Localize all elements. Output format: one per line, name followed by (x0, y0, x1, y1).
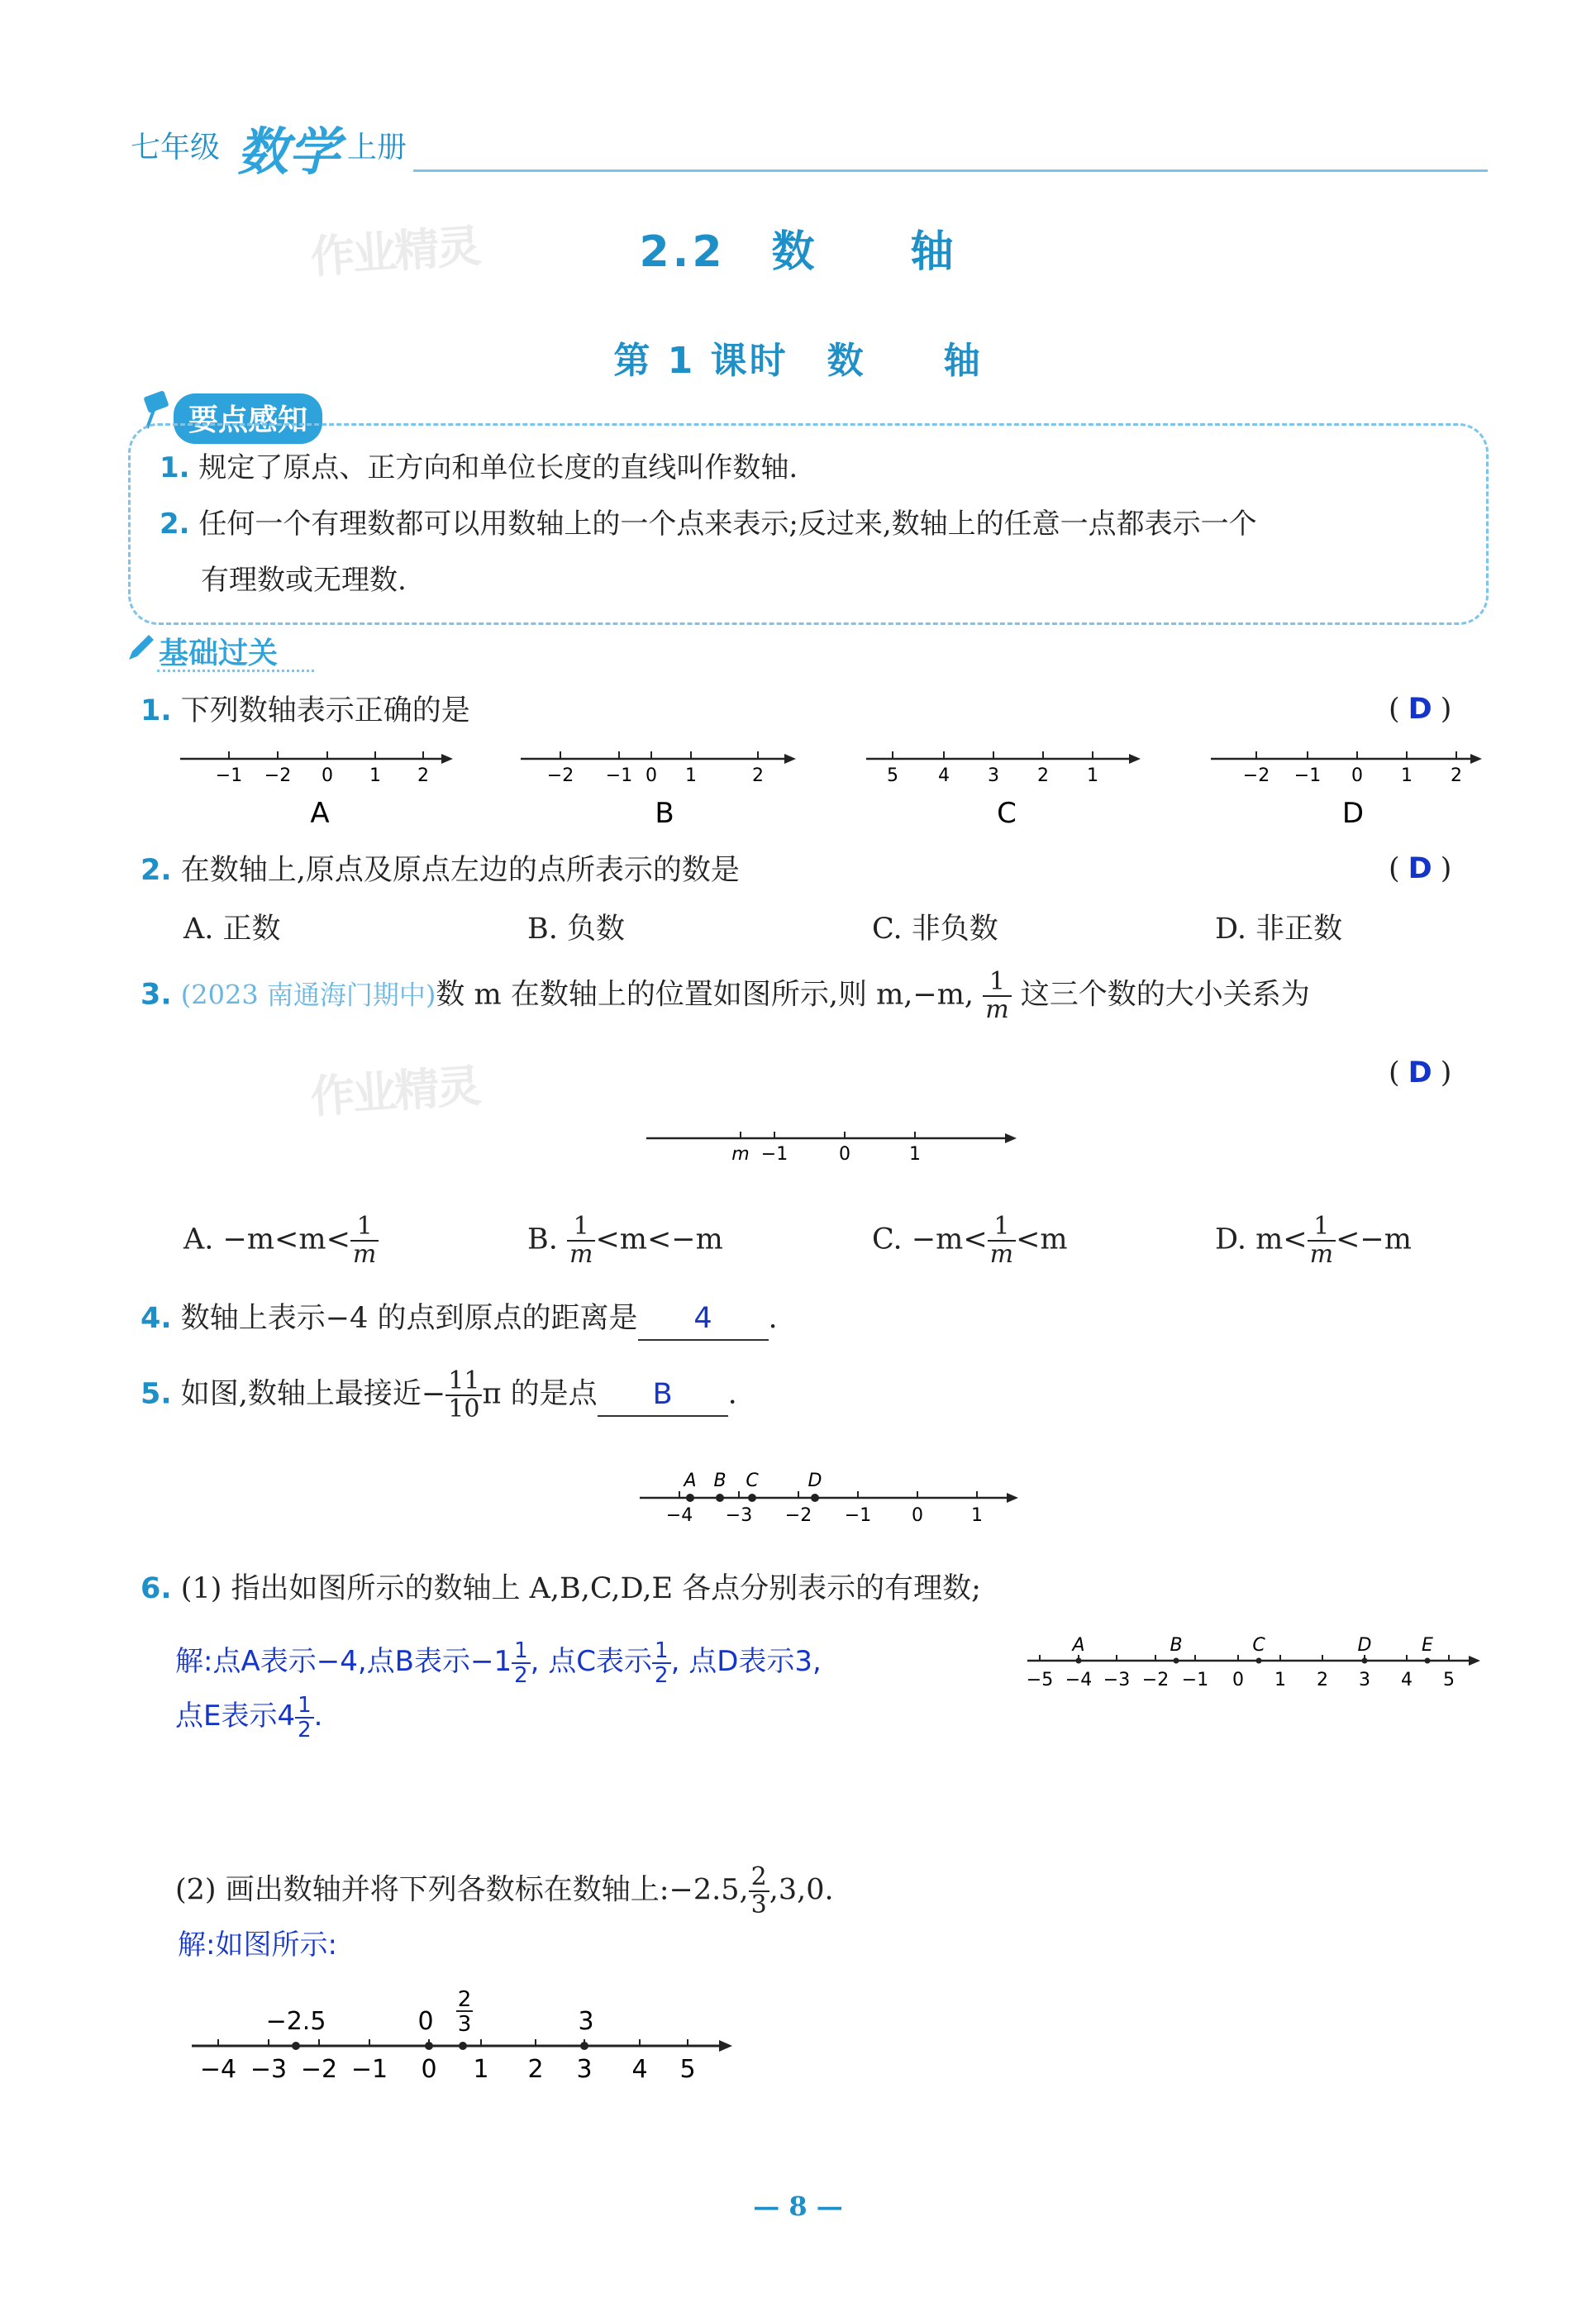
tick-label: −2 (300, 2055, 338, 2084)
header-grade: 七年级 (131, 131, 221, 164)
header-rule (413, 169, 1488, 172)
basic-underline (157, 670, 314, 672)
point-a (686, 1494, 694, 1502)
axis-option-d (1211, 751, 1482, 830)
question-source: (2023 南通海门期中) (180, 979, 436, 1011)
section-title: 2.2 数 轴 (639, 227, 957, 277)
axis-option-b (521, 751, 796, 830)
key-point-num: 2. (160, 508, 190, 541)
tick-label: 1 (1274, 1670, 1286, 1690)
question-num: 5. (141, 1377, 172, 1411)
point-d (811, 1494, 819, 1502)
point-label: E (1422, 1635, 1433, 1656)
key-point-text: 规定了原点、正方向和单位长度的直线叫作数轴. (198, 451, 798, 484)
tick-label: −1 (1181, 1670, 1209, 1690)
fraction: $\frac{1}{m}$ (983, 969, 1011, 1023)
page-number: — 8 — (753, 2191, 843, 2222)
q6-solution-1: 解:点A表示−4,点B表示−1 $\frac{1}{2}$ , 点C表示 $\frac{1}{2}$ , 点D表示3, (175, 1638, 822, 1688)
tick-label: 2 (1317, 1670, 1328, 1690)
answer: D (1408, 852, 1432, 885)
tick-label: 2 (1451, 765, 1462, 786)
basic-section-title: 基础过关 (159, 636, 279, 670)
tick-label: 0 (421, 2055, 437, 2084)
axis-option-c (866, 751, 1141, 830)
tick-label: 0 (322, 765, 333, 786)
option-label: D (1341, 797, 1365, 830)
tick-label: 1 (1087, 765, 1098, 786)
point-label: B (713, 1471, 727, 1491)
tick-label: 5 (679, 2055, 696, 2084)
question-6 (141, 1568, 981, 1609)
tick-label: 3 (1359, 1670, 1370, 1690)
key-point-text: 任何一个有理数都可以用数轴上的一个点来表示;反过来,数轴上的任意一点都表示一个 (198, 508, 1257, 541)
option-a: A. 正数 (183, 913, 281, 946)
tick-label: −1 (844, 1505, 872, 1526)
question-num: 4. (141, 1302, 172, 1335)
tick-label: −2 (1141, 1670, 1170, 1690)
q5-axis (636, 1463, 1025, 1529)
question-num: 2. (141, 854, 172, 887)
point-label: 2 (457, 1987, 472, 2012)
point-label: D (1357, 1635, 1372, 1656)
question-text: (1) 指出如图所示的数轴上 A,B,C,D,E 各点分别表示的有理数; (180, 1572, 981, 1605)
tick-label: 1 (1401, 765, 1413, 786)
point-label: B (1170, 1635, 1183, 1656)
key-point-2-cont: 有理数或无理数. (201, 564, 407, 597)
tick-label: 2 (527, 2055, 544, 2084)
key-point-1 (160, 440, 798, 496)
tick-label: 0 (1232, 1670, 1244, 1690)
tick-label: −4 (199, 2055, 237, 2084)
tick-label: −3 (725, 1505, 753, 1526)
answer-paren: ( D ) (1389, 852, 1452, 885)
question-6-part-2: (2) 画出数轴并将下列各数标在数轴上:−2.5, $\frac{2}{3}$ ,3,0. (175, 1862, 834, 1919)
question-3 (141, 969, 1310, 1023)
option-label: C (997, 797, 1017, 830)
question-text: π 的是点 (482, 1377, 598, 1411)
question-1 (141, 690, 470, 732)
tick-label: 1 (971, 1505, 983, 1526)
tick-label: −1 (350, 2055, 388, 2084)
q6-solution-1-cont: 点E表示4 $\frac{1}{2}$ . (175, 1692, 323, 1743)
q3-option-a: A. −m<m< $\frac{1}{m}$ (183, 1213, 379, 1268)
question-4: 4. 数轴上表示−4 的点到原点的距离是 4 . (141, 1298, 778, 1341)
option-label: B (655, 797, 674, 830)
tick-label: 0 (646, 765, 657, 786)
question-num: 3. (141, 978, 172, 1012)
point-c (748, 1494, 756, 1502)
answer-paren: ( D ) (1389, 1056, 1452, 1089)
point-label: A (1072, 1635, 1085, 1656)
option-d: D. 非正数 (1215, 913, 1343, 946)
tick-label: −2 (546, 765, 574, 786)
key-points-badge: 要点感知 (174, 393, 322, 444)
tick-label: −1 (605, 765, 633, 786)
question-text: 下列数轴表示正确的是 (180, 694, 470, 727)
answer-paren: ( D ) (1389, 693, 1452, 726)
tick-label: −3 (1103, 1670, 1131, 1690)
key-point-2 (160, 496, 1257, 552)
point-label: D (808, 1471, 822, 1491)
tick-label: −5 (1026, 1670, 1054, 1690)
tick-label: −3 (250, 2055, 288, 2084)
q3-axis (645, 1120, 1025, 1170)
option-c: C. 非负数 (872, 913, 998, 946)
answer: D (1408, 1056, 1432, 1089)
q6-axis-1 (1021, 1633, 1484, 1699)
tick-label: −4 (1065, 1670, 1093, 1690)
tick-label: −1 (215, 765, 243, 786)
question-num: 1. (141, 694, 172, 727)
question-2 (141, 850, 740, 891)
q3-option-d: D. m< $\frac{1}{m}$ <−m (1215, 1212, 1412, 1269)
tick-label: −1 (760, 1144, 788, 1165)
tick-label: 2 (752, 765, 764, 786)
tick-label: m (731, 1144, 750, 1165)
watermark: 作业精灵 (308, 219, 481, 284)
fraction: $\frac{11}{10}$ (445, 1368, 482, 1423)
answer: D (1408, 693, 1432, 726)
tick-label: 1 (473, 2055, 489, 2084)
axis-option-a (180, 751, 453, 830)
point-label: C (746, 1471, 759, 1491)
tick-label: 2 (417, 765, 429, 786)
key-point-num: 1. (160, 451, 190, 484)
question-num: 6. (141, 1572, 172, 1605)
tick-label: −4 (665, 1505, 693, 1526)
point-label: 3 (457, 2012, 472, 2037)
answer-blank: 4 (638, 1298, 769, 1341)
question-text: 如图,数轴上最接近− (180, 1377, 446, 1411)
tick-label: −2 (264, 765, 292, 786)
point-label: A (684, 1471, 697, 1491)
point-label: 3 (578, 2007, 594, 2036)
point-label: 0 (417, 2007, 434, 2036)
q3-option-c: C. −m< $\frac{1}{m}$ <m (872, 1212, 1068, 1269)
question-text: 数轴上表示−4 的点到原点的距离是 (180, 1302, 638, 1335)
tick-label: 3 (576, 2055, 593, 2084)
tick-label: 0 (1351, 765, 1363, 786)
tick-label: 0 (839, 1144, 850, 1165)
tick-label: 2 (1037, 765, 1049, 786)
tick-label: −2 (784, 1505, 812, 1526)
option-label: A (310, 797, 330, 830)
tick-label: 1 (369, 765, 381, 786)
pencil-icon (124, 632, 157, 668)
tick-label: −1 (1293, 765, 1322, 786)
tick-label: 5 (887, 765, 898, 786)
tick-label: 5 (1443, 1670, 1455, 1690)
question-text: 在数轴上,原点及原点左边的点所表示的数是 (180, 854, 740, 887)
question-text: 数 m 在数轴上的位置如图所示,则 m,−m, (436, 978, 974, 1012)
watermark: 作业精灵 (308, 1059, 481, 1124)
answer-blank: B (598, 1374, 728, 1417)
tick-label: 4 (631, 2055, 648, 2084)
header-subject: 数学 (237, 122, 341, 182)
q6-solution-2: 解:如图所示: (178, 1928, 337, 1962)
tick-label: 1 (909, 1144, 921, 1165)
tick-label: 4 (1401, 1670, 1413, 1690)
lesson-title: 第 1 课时 数 轴 (613, 340, 983, 382)
question-5: 5. 如图,数轴上最接近− $\frac{11}{10}$ π 的是点 B . (141, 1366, 737, 1423)
point-label: −2.5 (265, 2007, 326, 2036)
tick-label: −2 (1242, 765, 1270, 786)
header-volume: 上册 (347, 131, 407, 164)
question-text: 这三个数的大小关系为 (1020, 978, 1310, 1012)
tick-label: 1 (685, 765, 697, 786)
tick-label: 4 (938, 765, 950, 786)
option-b: B. 负数 (527, 913, 625, 946)
point-label: C (1252, 1635, 1265, 1656)
point-b (716, 1494, 724, 1502)
q6-axis-2 (188, 1980, 750, 2095)
q1-axes (165, 740, 1504, 839)
q3-option-b: B. $\frac{1}{m}$ <m<−m (527, 1212, 723, 1269)
tick-label: 0 (912, 1505, 923, 1526)
tick-label: 3 (988, 765, 999, 786)
